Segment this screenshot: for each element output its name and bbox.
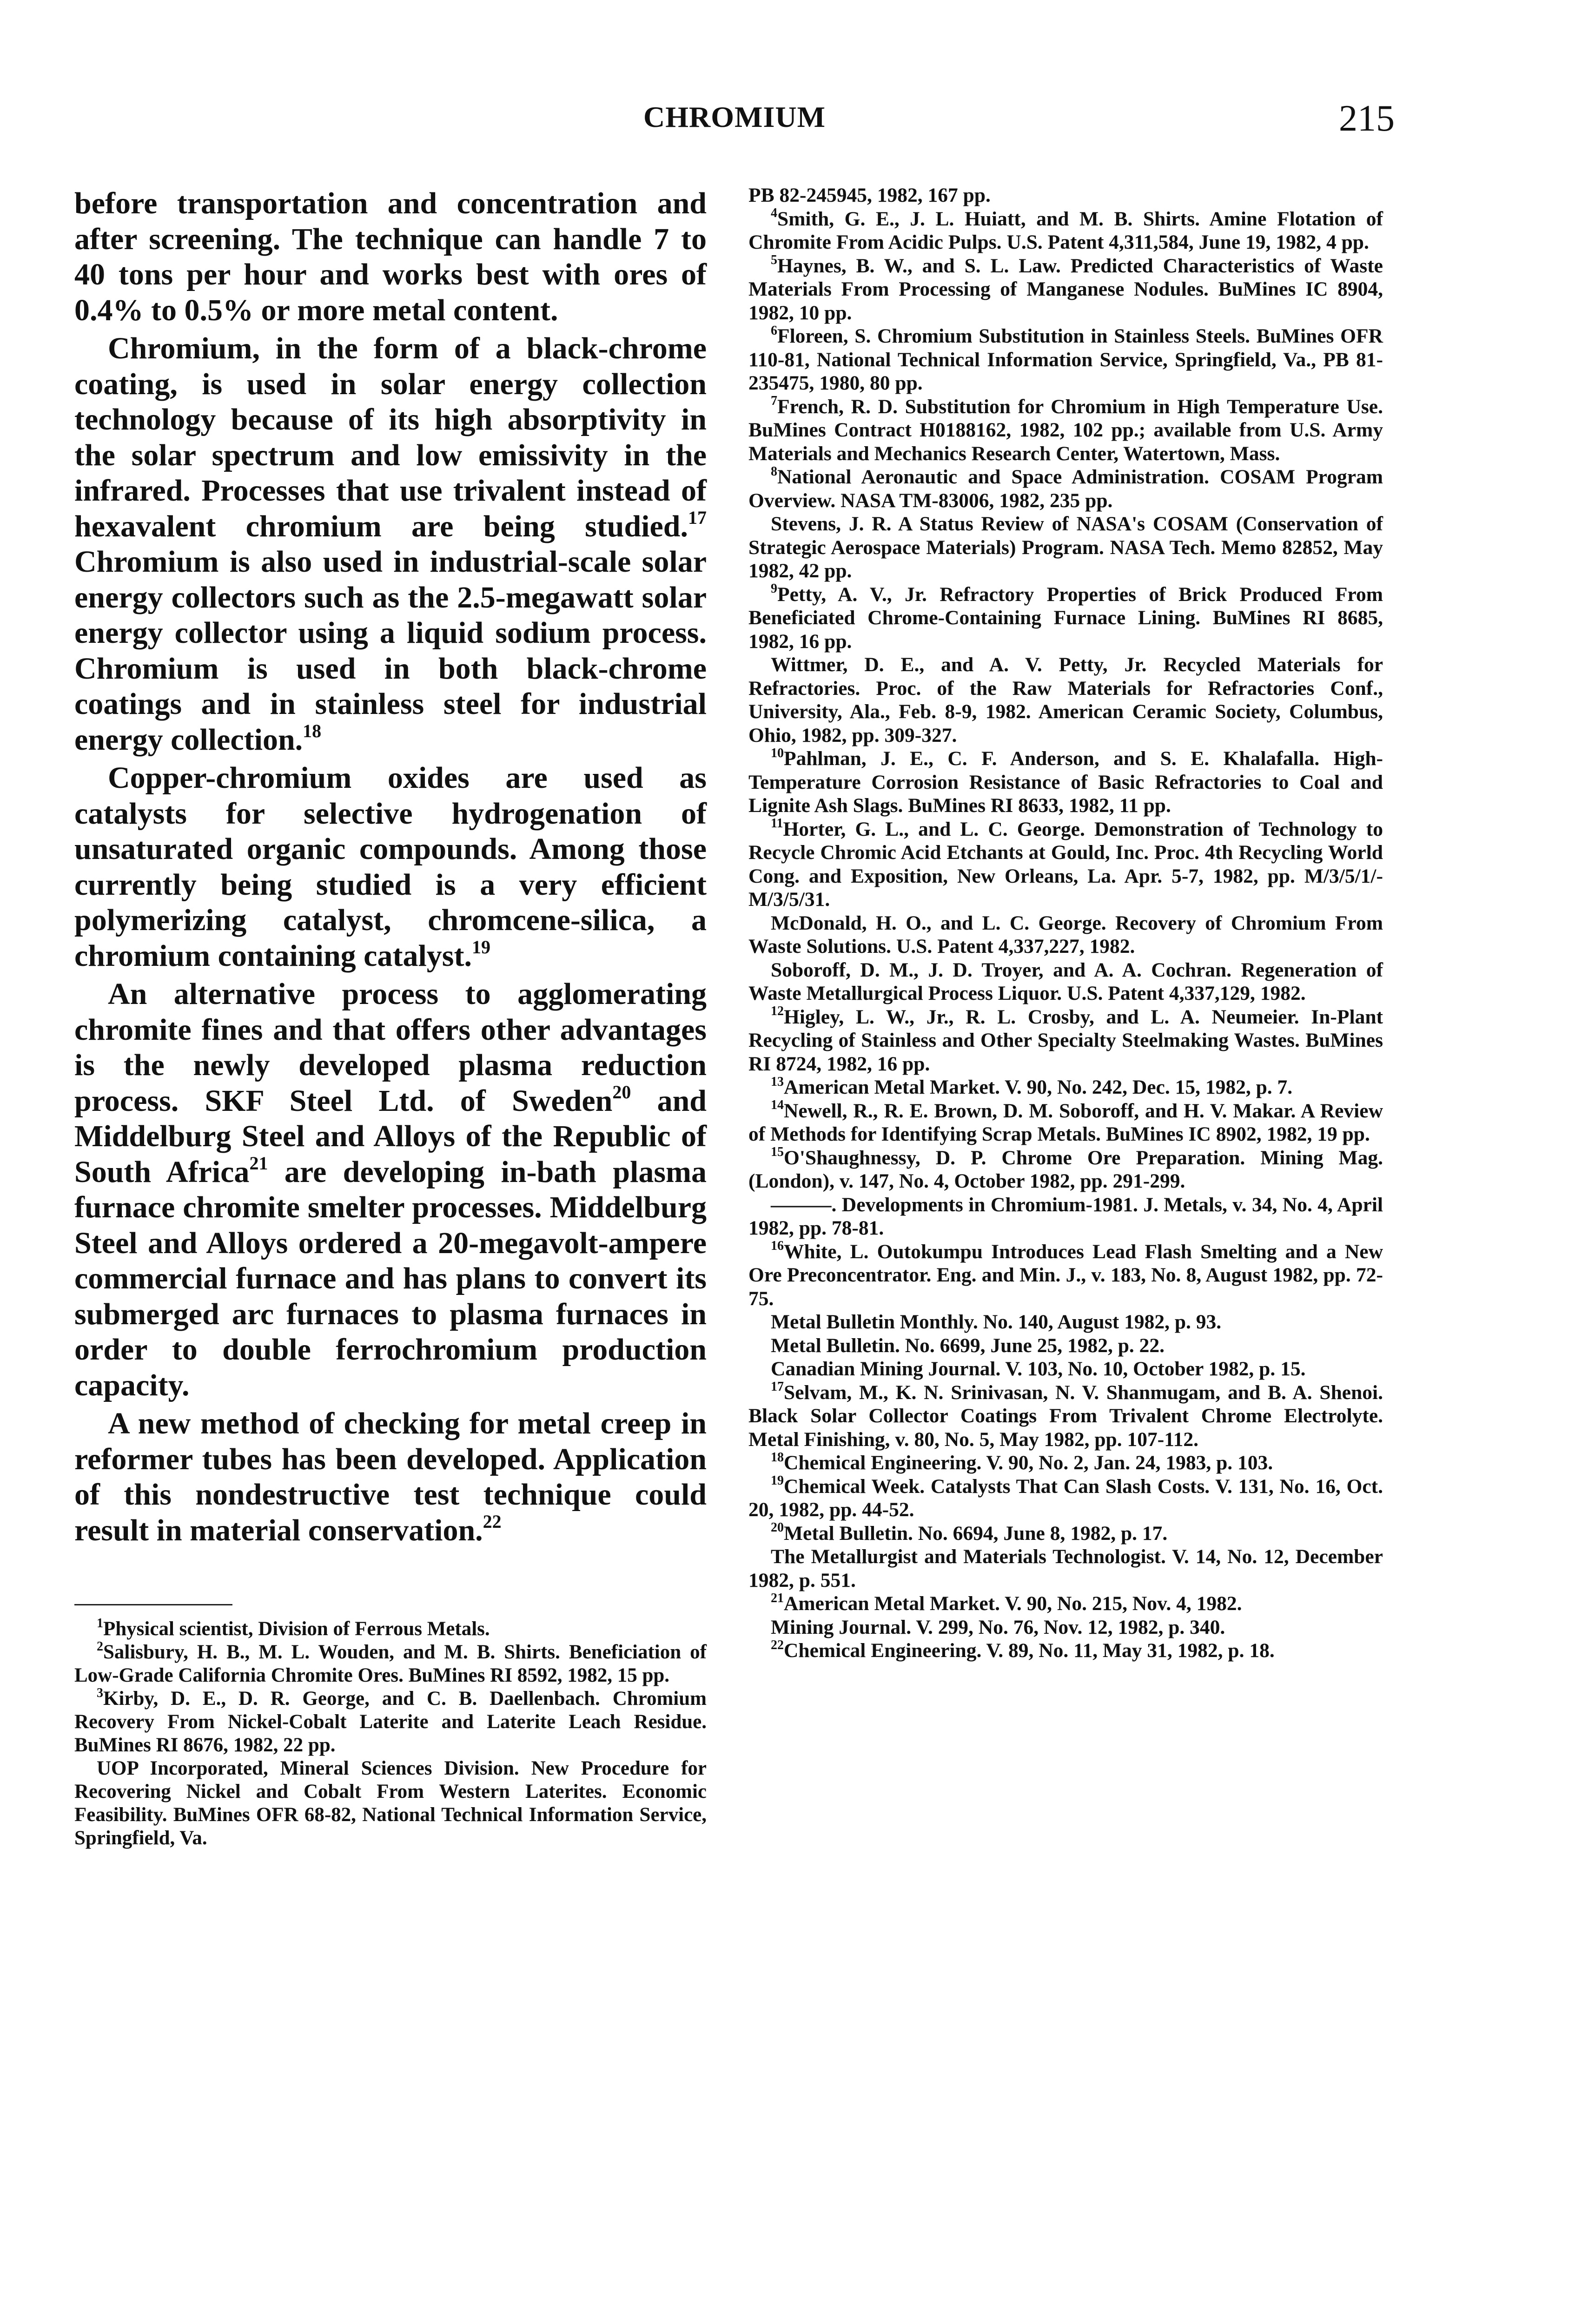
running-head: CHROMIUM xyxy=(643,100,826,133)
reference-item: $^{22}$Chemical Engineering. V. 89, No. 11, May 31, 1982, p. 18. xyxy=(771,1637,1275,1662)
left-column xyxy=(74,186,707,1850)
reference-item: $^5$Haynes, B. W., and S. L. Law. Predicted Characteristics of Waste Materials From Processing of Manganese Nodules. BuMines IC 8904, 1982, 10 pp. xyxy=(748,253,1383,324)
reference-item: $^{19}$Chemical Week. Catalysts That Can Slash Costs. V. 131, No. 16, Oct. 20, 1982, pp. 44-52. xyxy=(748,1473,1383,1521)
reference-item: The Metallurgist and Materials Technologist. V. 14, No. 12, December 1982, p. 551. xyxy=(748,1545,1383,1591)
body-paragraph-3: Copper-chromium oxides are used as catalysts for selective hydrogenation of unsaturated organic compounds. Among those currently being studied is a very efficient polymerizing catalyst, chromcene-silica, a chromium containing catalyst.$^{19}$ xyxy=(74,761,707,973)
footnotes xyxy=(74,1618,707,1850)
reference-item: Stevens, J. R. A Status Review of NASA's COSAM (Conservation of Strategic Aerospace Materials) Program. NASA Tech. Memo 82852, May 1982, 42 pp. xyxy=(748,513,1383,582)
reference-item: $^7$French, R. D. Substitution for Chromium in High Temperature Use. BuMines Contract H0188162, 1982, 102 pp.; available from U.S. Army Materials and Mechanics Research Center, Watertown, Mass. xyxy=(748,394,1383,465)
reference-item: $^{14}$Newell, R., R. E. Brown, D. M. Soboroff, and H. V. Makar. A Review of Methods for Identifying Scrap Metals. BuMines IC 8902, 1982, 19 pp. xyxy=(748,1098,1383,1145)
footnote-divider xyxy=(74,1604,232,1605)
reference-item: Wittmer, D. E., and A. V. Petty, Jr. Recycled Materials for Refractories. Proc. of the Raw Materials for Refractories Conf., University, Ala., Feb. 8-9, 1982. American Ceramic Society, Columbus, Ohio, 1982, pp. 309-327. xyxy=(748,654,1383,746)
reference-item: $^{10}$Pahlman, J. E., C. F. Anderson, and S. E. Khalafalla. High-Temperature Corrosion Resistance of Basic Refractories to Coal and Lignite Ash Slags. BuMines RI 8633, 1982, 11 pp. xyxy=(748,746,1383,817)
reference-item: PB 82-245945, 1982, 167 pp. xyxy=(748,184,991,206)
footnote-item: UOP Incorporated, Mineral Sciences Division. New Procedure for Recovering Nickel and Cobalt From Western Laterites. Economic Feasibility. BuMines OFR 68-82, National Technical Information Service, Springfield, Va. xyxy=(74,1757,707,1849)
reference-item: $^{15}$O'Shaughnessy, D. P. Chrome Ore Preparation. Mining Mag. (London), v. 147, No. 4, October 1982, pp. 291-299. xyxy=(748,1145,1383,1192)
reference-item: Soboroff, D. M., J. D. Troyer, and A. A. Cochran. Regeneration of Waste Metallurgical Process Liquor. U.S. Patent 4,337,129, 1982. xyxy=(748,958,1383,1004)
body-paragraph-4: An alternative process to agglomerating chromite fines and that offers other advantages is the newly developed plasma reduction process. SKF Steel Ltd. of Sweden$^{20}$ and Middelburg Steel and Alloys of the Republic of South Africa$^{21}$ are developing in-bath plasma furnace chromite smelter processes. Middelburg Steel and Alloys ordered a 20-megavolt-ampere commercial furnace and has plans to convert its submerged arc furnaces to plasma furnaces in order to double ferrochromium production capacity. xyxy=(74,977,707,1402)
reference-item: $^6$Floreen, S. Chromium Substitution in Stainless Steels. BuMines OFR 110-81, National Technical Information Service, Springfield, Va., PB 81-235475, 1980, 80 pp. xyxy=(748,323,1383,394)
body-paragraph-1: before transportation and concentration and after screening. The technique can handle 7 to 40 tons per hour and works best with ores of 0.4% to 0.5% or more metal content. xyxy=(74,186,707,327)
page-number: 215 xyxy=(1339,98,1395,139)
footnote-ref: 19 xyxy=(471,936,490,957)
footnote-item: $^2$Salisbury, H. B., M. L. Wouden, and M. B. Shirts. Beneficiation of Low-Grade California Chromite Ores. BuMines RI 8592, 1982, 15 pp. xyxy=(74,1639,707,1686)
reference-item: $^{20}$Metal Bulletin. No. 6694, June 8, 1982, p. 17. xyxy=(771,1520,1168,1545)
right-column xyxy=(748,184,1383,1663)
footnote-ref: 17 xyxy=(688,507,707,528)
reference-item: $^{16}$White, L. Outokumpu Introduces Lead Flash Smelting and a New Ore Preconcentrator. Eng. and Min. J., v. 183, No. 8, August 1982, pp. 72-75. xyxy=(748,1239,1383,1310)
footnote-item: $^1$Physical scientist, Division of Ferrous Metals. xyxy=(97,1616,490,1640)
reference-item: $^{21}$American Metal Market. V. 90, No. 215, Nov. 4, 1982. xyxy=(771,1591,1242,1615)
reference-item: $^9$Petty, A. V., Jr. Refractory Properties of Brick Produced From Beneficiated Chrome-Containing Furnace Lining. BuMines RI 8685, 1982, 16 pp. xyxy=(748,581,1383,653)
reference-item: $^{12}$Higley, L. W., Jr., R. L. Crosby, and L. A. Neumeier. In-Plant Recycling of Stainless and Other Specialty Steelmaking Wastes. BuMines RI 8724, 1982, 16 pp. xyxy=(748,1004,1383,1075)
reference-item: $^{13}$American Metal Market. V. 90, No. 242, Dec. 15, 1982, p. 7. xyxy=(771,1074,1293,1098)
reference-item: ———. Developments in Chromium-1981. J. Metals, v. 34, No. 4, April 1982, pp. 78-81. xyxy=(748,1193,1383,1239)
reference-list xyxy=(748,184,1383,1663)
reference-item: Mining Journal. V. 299, No. 76, Nov. 12, 1982, p. 340. xyxy=(771,1616,1225,1638)
reference-item: $^{18}$Chemical Engineering. V. 90, No. 2, Jan. 24, 1983, p. 103. xyxy=(771,1450,1273,1474)
reference-item: Metal Bulletin. No. 6699, June 25, 1982, p. 22. xyxy=(771,1334,1165,1357)
body-paragraph-5: A new method of checking for metal creep in reformer tubes has been developed. Application of this nondestructive test technique could result in material conservation.$^{22}$ xyxy=(74,1406,707,1547)
body-paragraph-2: Chromium, in the form of a black-chrome coating, is used in solar energy collection technology because of its high absorptivity in the solar spectrum and low emissivity in the infrared. Processes that use trivalent instead of hexavalent chromium are being studied.$^{17}$ Chromium is also used in industrial-scale solar energy collectors such as the 2.5-megawatt solar energy collector using a liquid sodium process. Chromium is used in both black-chrome coatings and in stainless steel for industrial energy collection.$^{18}$ xyxy=(74,331,707,757)
reference-item: Metal Bulletin Monthly. No. 140, August 1982, p. 93. xyxy=(771,1311,1222,1333)
reference-item: $^{11}$Horter, G. L., and L. C. George. Demonstration of Technology to Recycle Chromic Acid Etchants at Gould, Inc. Proc. 4th Recycling World Cong. and Exposition, New Orleans, La. Apr. 5-7, 1982, pp. M/3/5/1/-M/3/5/31. xyxy=(748,816,1383,911)
reference-item: $^{17}$Selvam, M., K. N. Srinivasan, N. V. Shanmugam, and B. A. Shenoi. Black Solar Collector Coatings From Trivalent Chrome Electrolyte. Metal Finishing, v. 80, No. 5, May 1982, pp. 107-112. xyxy=(748,1380,1383,1451)
footnote-ref: 21 xyxy=(249,1152,268,1174)
footnote-ref: 22 xyxy=(483,1511,502,1532)
footnote-ref: 20 xyxy=(612,1081,631,1103)
reference-item: $^8$National Aeronautic and Space Administration. COSAM Program Overview. NASA TM-83006, 1982, 235 pp. xyxy=(748,464,1383,512)
reference-item: McDonald, H. O., and L. C. George. Recovery of Chromium From Waste Solutions. U.S. Patent 4,337,227, 1982. xyxy=(748,911,1383,957)
reference-item: Canadian Mining Journal. V. 103, No. 10, October 1982, p. 15. xyxy=(771,1358,1306,1380)
reference-item: $^4$Smith, G. E., J. L. Huiatt, and M. B. Shirts. Amine Flotation of Chromite From Acidic Pulps. U.S. Patent 4,311,584, June 19, 1982, 4 pp. xyxy=(748,206,1383,253)
footnote-ref: 18 xyxy=(303,720,322,741)
footnote-item: $^3$Kirby, D. E., D. R. George, and C. B. Daellenbach. Chromium Recovery From Nickel-Cobalt Laterite and Laterite Leach Residue. BuMines RI 8676, 1982, 22 pp. xyxy=(74,1685,707,1756)
